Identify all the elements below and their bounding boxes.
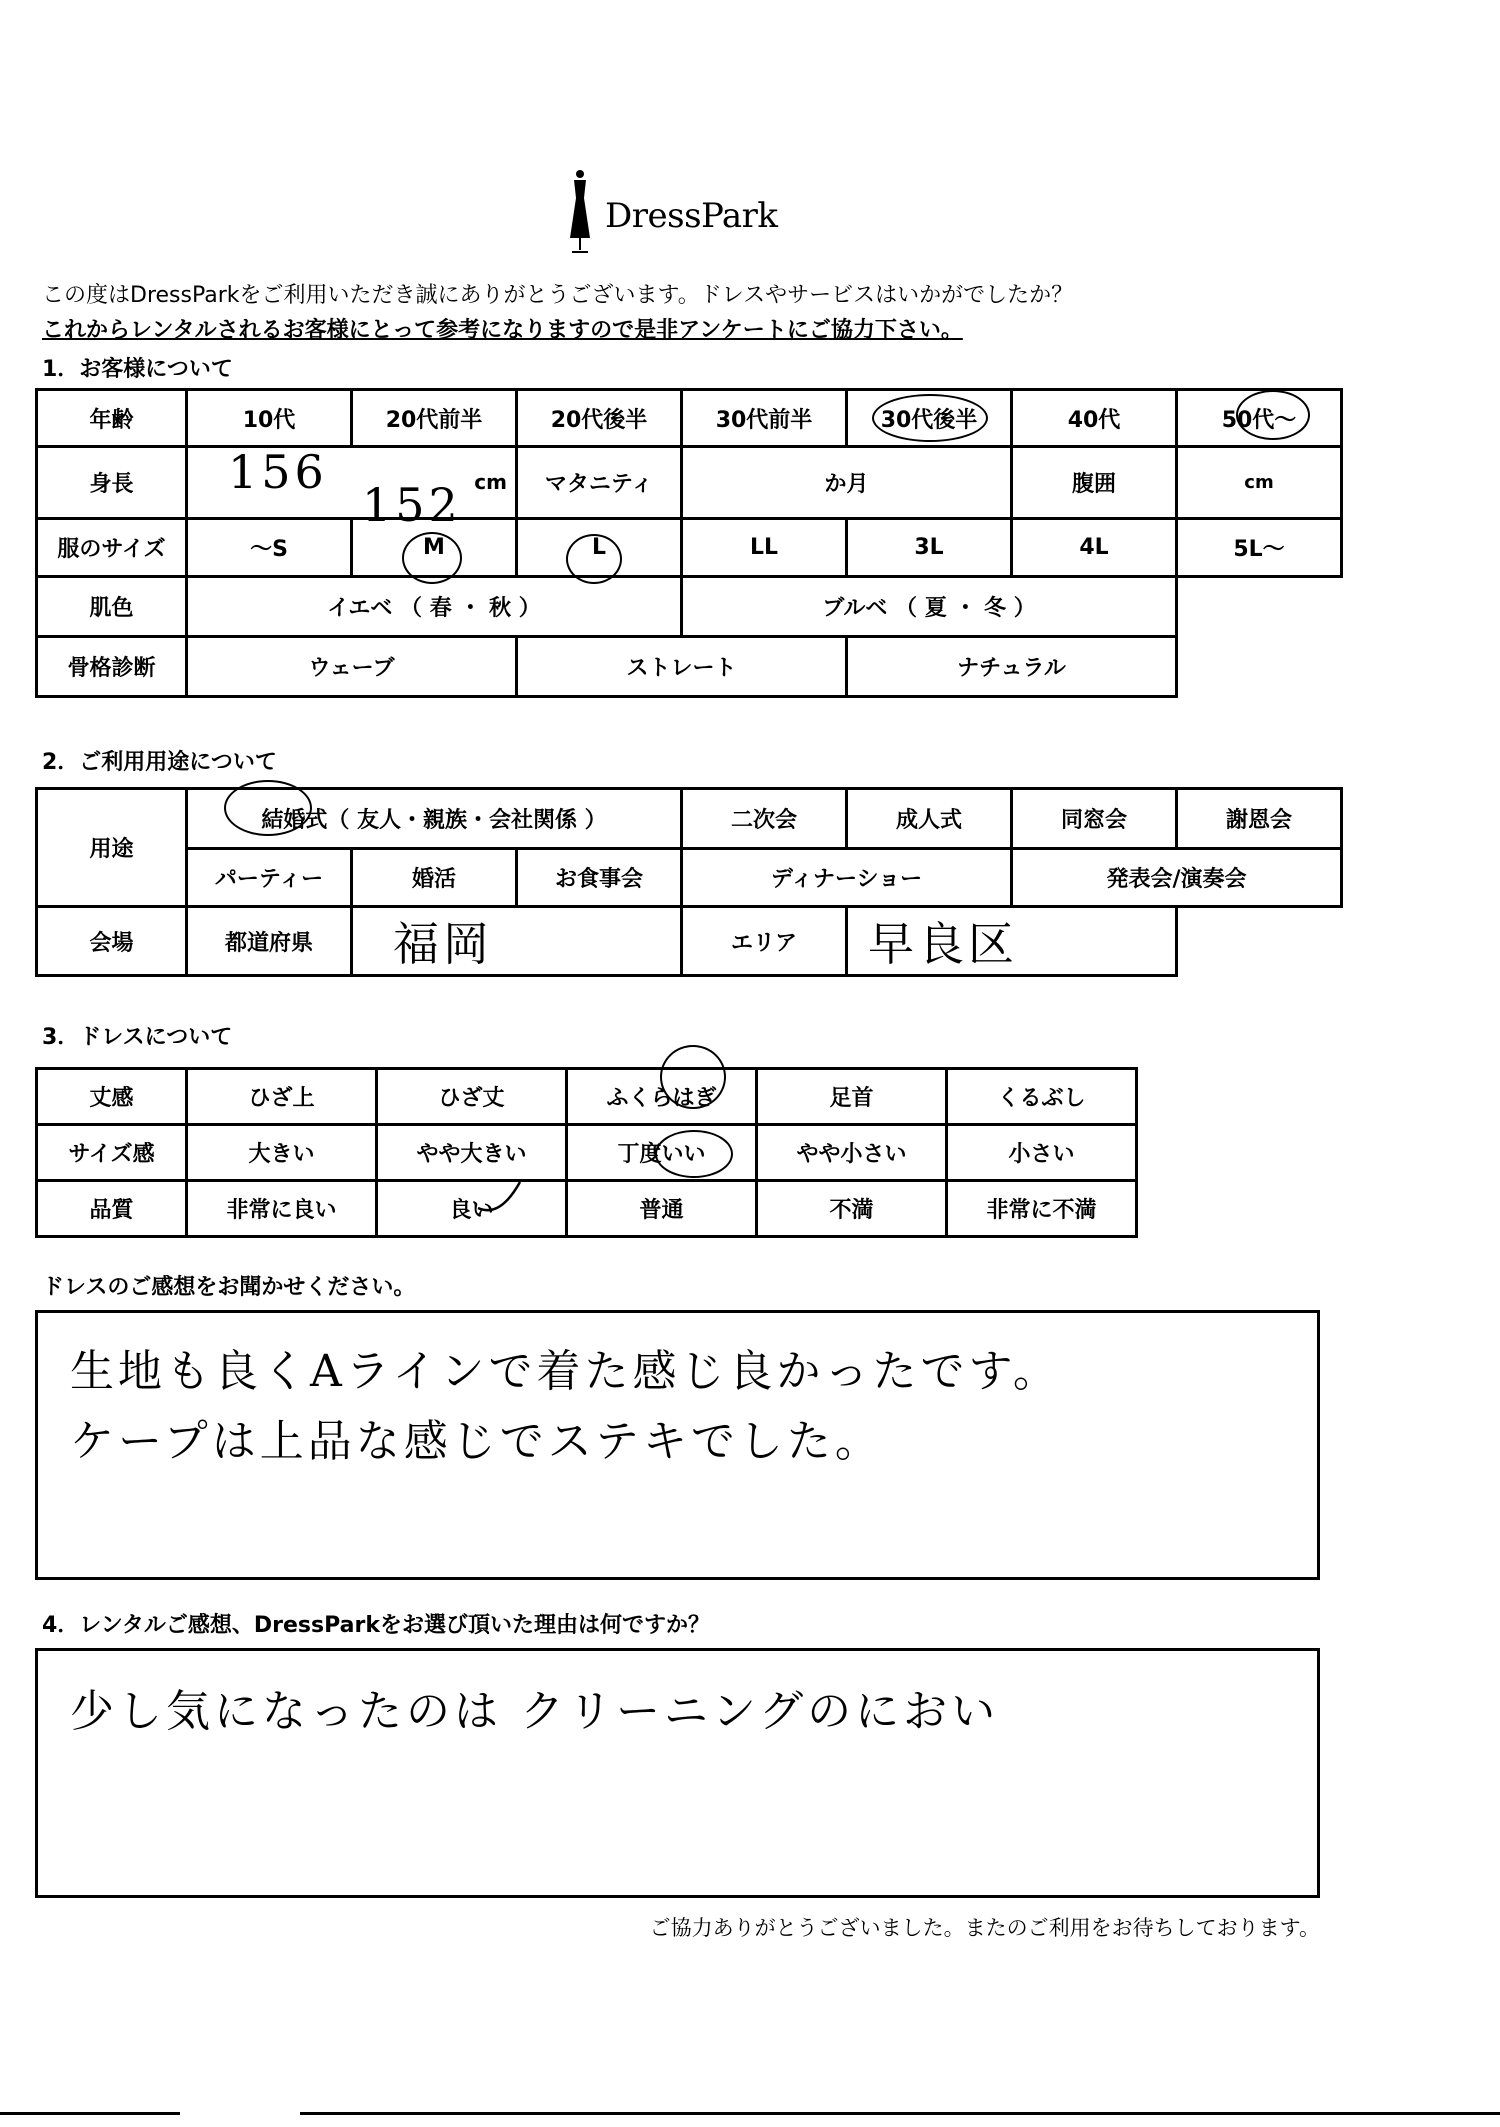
size-option: LL	[682, 519, 847, 577]
frame-row	[37, 637, 1342, 697]
skin-row	[37, 577, 1342, 637]
waist-unit: cm	[1177, 447, 1342, 519]
impressions-line-1: 生地も良くAラインで着た感じ良かったです。	[70, 1346, 1061, 1397]
impressions-title: ドレスのご感想をお聞かせください。	[42, 1275, 416, 1300]
purpose-option: 成人式	[847, 789, 1012, 849]
age-option: 30代前半	[682, 390, 847, 447]
size-option: M	[352, 519, 517, 577]
age-option: 20代前半	[352, 390, 517, 447]
age-option: 20代後半	[517, 390, 682, 447]
dress-table	[35, 1067, 1138, 1238]
quality-option: 普通	[567, 1181, 757, 1237]
footer-rule	[300, 2112, 1500, 2115]
frame-option: ストレート	[517, 637, 847, 697]
fit-option: やや小さい	[757, 1125, 947, 1181]
fit-label: サイズ感	[37, 1125, 187, 1181]
age-option: 40代	[1012, 390, 1177, 447]
fit-option: 丁度いい	[567, 1125, 757, 1181]
frame-label: 骨格診断	[37, 637, 187, 697]
length-option: ふくらはぎ	[567, 1069, 757, 1125]
height-value-a: 156	[228, 445, 328, 499]
age-option: 10代	[187, 390, 352, 447]
venue-label: 会場	[37, 907, 187, 976]
brand-name: DressPark	[605, 196, 778, 236]
size-label: 服のサイズ	[37, 519, 187, 577]
height-unit: cm	[474, 470, 507, 494]
impressions-line-2: ケープは上品な感じでステキでした。	[70, 1416, 883, 1467]
fit-option: やや大きい	[377, 1125, 567, 1181]
size-option: 4L	[1012, 519, 1177, 577]
area-value: 早良区	[868, 917, 1018, 971]
footer-rule	[0, 2112, 180, 2115]
dress-logo-icon	[560, 168, 600, 258]
skin-label: 肌色	[37, 577, 187, 637]
thanks-message: ご協力ありがとうございました。またのご利用をお待ちしております。	[649, 1916, 1320, 1940]
quality-option: 良い	[377, 1181, 567, 1237]
frame-option: ウェーブ	[187, 637, 517, 697]
selected-length-circle	[660, 1045, 726, 1109]
section3-title: 3．ドレスについて	[42, 1025, 233, 1050]
fit-option: 大きい	[187, 1125, 377, 1181]
purpose-option: パーティー	[187, 849, 352, 907]
quality-option: 非常に良い	[187, 1181, 377, 1237]
size-option: 3L	[847, 519, 1012, 577]
length-option: くるぶし	[947, 1069, 1137, 1125]
length-option: 足首	[757, 1069, 947, 1125]
selected-size-circle	[566, 534, 622, 584]
frame-option: ナチュラル	[847, 637, 1177, 697]
age-label: 年齢	[37, 390, 187, 447]
purpose-label: 用途	[37, 789, 187, 907]
purpose-option: 謝恩会	[1177, 789, 1342, 849]
age-option: 30代後半	[847, 390, 1012, 447]
intro-line-2: これからレンタルされるお客様にとって参考になりますので是非アンケートにご協力下さい。	[42, 318, 963, 343]
skin-yellow: イエベ （ 春 ・ 秋 ）	[187, 577, 682, 637]
height-label: 身長	[37, 447, 187, 519]
intro-line-1: この度はDressParkをご利用いただき誠にありがとうございます。ドレスやサービスはいかがでしたか？	[42, 283, 1074, 308]
reason-answer: 少し気になったのは クリーニングのにおい	[70, 1686, 1000, 1737]
selected-purpose-circle	[224, 780, 312, 836]
length-option: ひざ丈	[377, 1069, 567, 1125]
waist-label: 腹囲	[1012, 447, 1177, 519]
quality-label: 品質	[37, 1181, 187, 1237]
purpose-option: ディナーショー	[682, 849, 1012, 907]
checkmark-icon	[470, 1178, 530, 1218]
purpose-option: 結婚式（ 友人・親族・会社関係 ）	[187, 789, 682, 849]
quality-option: 非常に不満	[947, 1181, 1137, 1237]
section4-title: 4．レンタルご感想、DressParkをお選び頂いた理由は何ですか？	[42, 1613, 710, 1638]
maternity-label: マタニティ	[517, 447, 682, 519]
customer-table	[35, 388, 1343, 698]
length-option: ひざ上	[187, 1069, 377, 1125]
area-label: エリア	[682, 907, 847, 976]
size-row	[37, 519, 1342, 577]
purpose-option: 発表会/演奏会	[1012, 849, 1342, 907]
selected-fit-circle	[655, 1130, 733, 1178]
section2-title: 2．ご利用用途について	[42, 750, 277, 775]
selected-age-circle	[872, 394, 988, 442]
size-option: 5L～	[1177, 519, 1342, 577]
purpose-option: お食事会	[517, 849, 682, 907]
prefecture-label: 都道府県	[187, 907, 352, 976]
length-label: 丈感	[37, 1069, 187, 1125]
skin-blue: ブルベ （ 夏 ・ 冬 ）	[682, 577, 1177, 637]
section1-title: 1．お客様について	[42, 357, 233, 382]
selected-size-circle	[402, 532, 462, 584]
purpose-option: 婚活	[352, 849, 517, 907]
purpose-option: 二次会	[682, 789, 847, 849]
months-label: か月	[682, 447, 1012, 519]
prefecture-value: 福岡	[393, 917, 493, 971]
age-row	[37, 390, 1342, 447]
quality-option: 不満	[757, 1181, 947, 1237]
fit-option: 小さい	[947, 1125, 1137, 1181]
purpose-option: 同窓会	[1012, 789, 1177, 849]
age-option: 50代～	[1177, 390, 1342, 447]
size-option: L	[517, 519, 682, 577]
size-option: ～S	[187, 519, 352, 577]
selected-age-circle	[1236, 390, 1310, 440]
height-value-b: 152	[362, 478, 462, 532]
